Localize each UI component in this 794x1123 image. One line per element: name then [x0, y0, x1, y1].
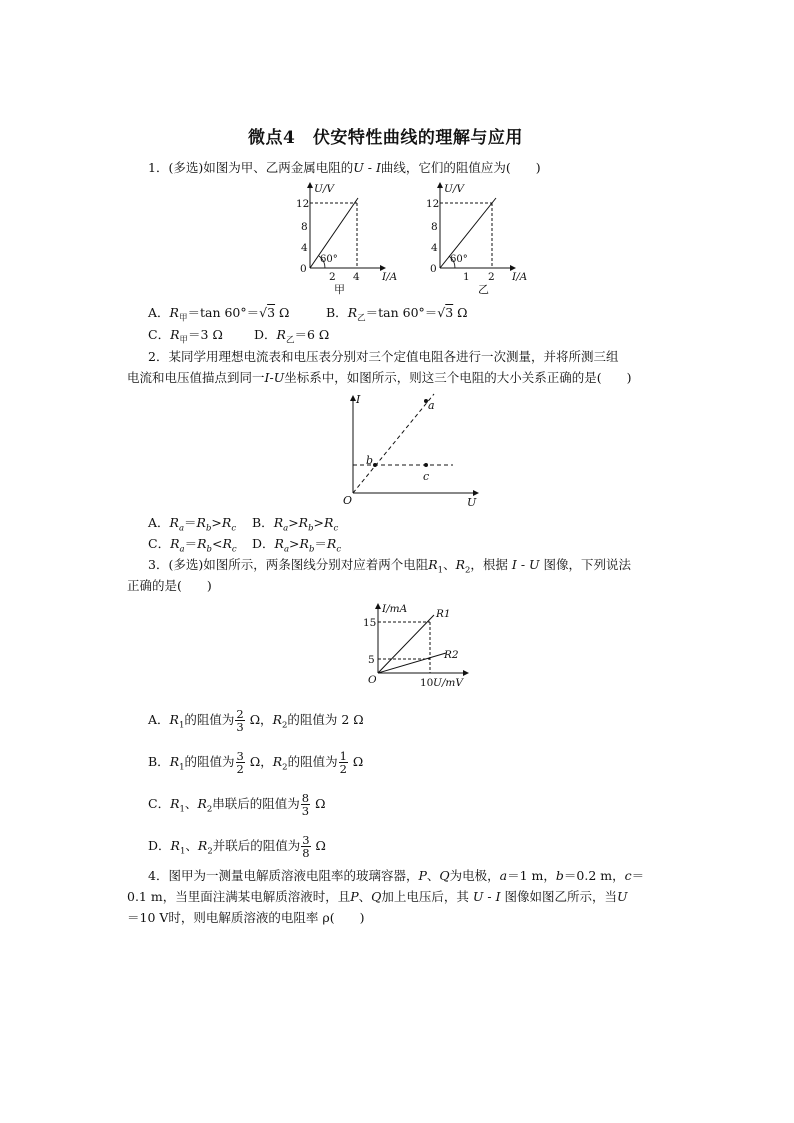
x-tick: 10	[420, 677, 434, 689]
y-tick: 4	[431, 242, 438, 254]
question-1-text: 1．(多选)如图为甲、乙两金属电阻的U - I曲线，它们的阻值应为( )	[148, 160, 541, 175]
question-3-line2: 正确的是( )	[127, 578, 212, 593]
point-b-label: b	[366, 454, 374, 467]
q3-option-c: C．$R_1$、$R_2$串联后的阻值为 $\frac{8}{3}$ Ω	[148, 791, 326, 818]
question-2-line1: 2．某同学用理想电流表和电压表分别对三个定值电阻各进行一次测量，并将所测三组	[148, 349, 619, 364]
y-tick: 12	[426, 198, 440, 210]
x-axis-label: I/A	[382, 271, 398, 283]
graph-caption: 乙	[478, 283, 489, 296]
q1-option-a: A．$R_甲=\tan$ 60°＝√3 Ω	[148, 305, 290, 324]
y-tick: 8	[301, 221, 308, 233]
y-tick: 5	[368, 654, 375, 666]
q2-option-a: A．$R_a=R_b>R_c$	[148, 515, 237, 534]
q1-option-d: D．$R_乙=6$ Ω	[254, 327, 330, 346]
y-axis-label: I/mA	[382, 603, 408, 615]
origin-label: O	[343, 494, 353, 507]
line-r2-label: R2	[444, 649, 459, 661]
x-tick: 1	[463, 271, 470, 283]
y-tick: 12	[296, 198, 310, 210]
y-axis-label: U/V	[314, 183, 334, 195]
q3-option-b: B．$R_1$的阻值为 $\frac{3}{2}$ Ω，$R_2$的阻值为 $\frac{1}{2}$ Ω	[148, 749, 364, 776]
y-tick: 0	[430, 263, 437, 275]
question-4-line1: 4．图甲为一测量电解质溶液电阻率的玻璃容器，P、Q为电极，a＝1 m，b＝0.2 m，c＝	[148, 868, 645, 883]
graph-yi	[420, 180, 540, 298]
line-r1-label: R1	[436, 608, 451, 620]
point-a-label: a	[428, 399, 435, 412]
q1-option-c: C．$R_甲=3$ Ω	[148, 327, 223, 346]
q2-option-d: D．$R_a>R_b=R_c$	[252, 536, 342, 555]
x-tick: 2	[329, 271, 336, 283]
y-axis-label: I	[356, 393, 361, 406]
page-title: 微点4 伏安特性曲线的理解与应用	[248, 128, 523, 148]
q1-option-b: B．$R_乙=\tan$ 60°＝√3 Ω	[326, 305, 468, 324]
q2-option-b: B．$R_a>R_b>R_c$	[252, 515, 339, 534]
x-axis-label: U/mV	[433, 677, 463, 689]
q3-option-d: D．$R_1$、$R_2$并联后的阻值为 $\frac{3}{8}$ Ω	[148, 833, 326, 860]
question-4-line3: ＝10 V时，则电解质溶液的电阻率 ρ( )	[127, 910, 365, 925]
question-3-line1: 3．(多选)如图所示，两条图线分别对应着两个电阻$R_1$、$R_2$，根据 I - U 图像，下列说法	[148, 557, 632, 576]
point-c-label: c	[423, 470, 430, 483]
graph-q3	[358, 600, 488, 692]
question-2-line2: 电流和电压值描点到同一I-U坐标系中，如图所示，则这三个电阻的大小关系正确的是( )	[127, 370, 632, 385]
y-tick: 8	[431, 221, 438, 233]
q2-option-c: C．$R_a=R_b<R_c$	[148, 536, 237, 555]
x-tick: 4	[353, 271, 360, 283]
graph-caption: 甲	[334, 283, 345, 296]
graph-q2	[340, 390, 490, 512]
y-axis-label: U/V	[444, 183, 464, 195]
question-4-line2: 0.1 m，当里面注满某电解质溶液时，且P、Q加上电压后，其 U - I 图像如图乙所示，当U	[127, 889, 628, 904]
origin-label: O	[368, 674, 377, 686]
q3-option-a: A．$R_1$的阻值为 $\frac{2}{3}$ Ω，$R_2$的阻值为 2 Ω	[148, 707, 364, 734]
x-axis-label: I/A	[512, 271, 528, 283]
graph-jia	[290, 180, 410, 298]
x-axis-label: U	[467, 496, 477, 509]
y-tick: 15	[363, 617, 377, 629]
angle-label: 60°	[450, 254, 468, 265]
y-tick: 4	[301, 242, 308, 254]
y-tick: 0	[300, 263, 307, 275]
x-tick: 2	[488, 271, 495, 283]
angle-label: 60°	[320, 254, 338, 265]
